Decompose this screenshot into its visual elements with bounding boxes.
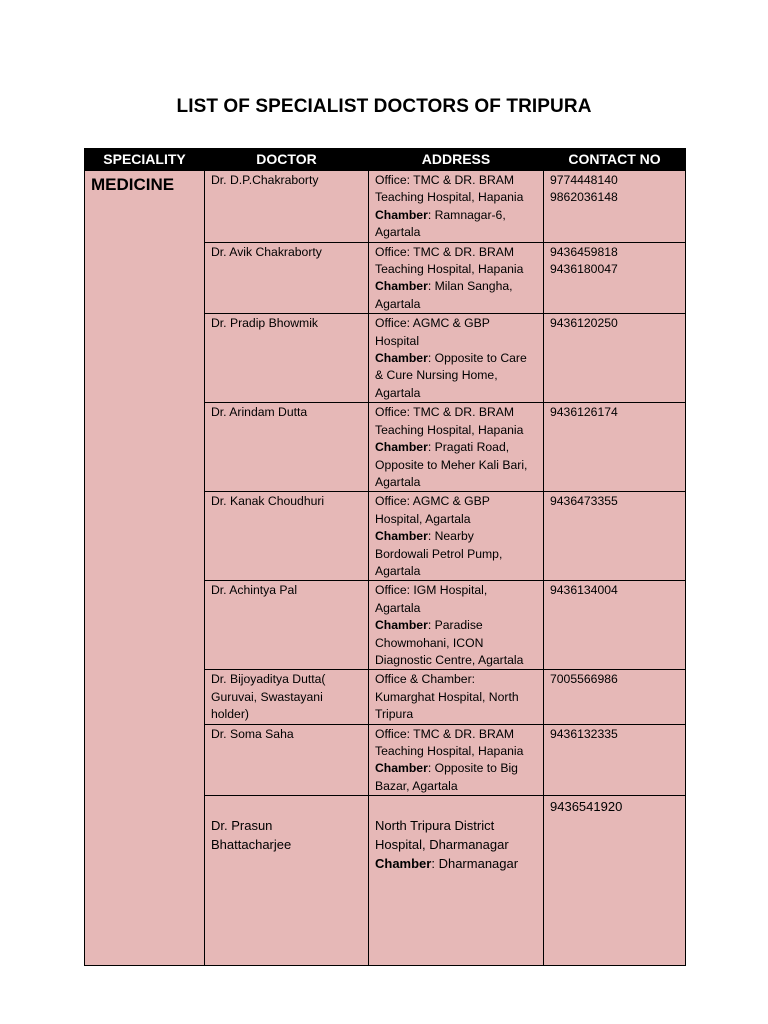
doctor-name-line: Dr. Avik Chakraborty (211, 244, 322, 259)
doctor-name-cell (205, 581, 369, 670)
doctor-name-line: Dr. Achintya Pal (211, 583, 298, 598)
office-line: Teaching Hospital, Hapania (375, 744, 524, 758)
doctor-name-cell (205, 492, 369, 581)
chamber-line (375, 617, 538, 634)
doctor-name-line: Dr. Bijoyaditya Dutta( (211, 672, 326, 687)
office-line: Teaching Hospital, Hapania (375, 422, 524, 437)
table-header-row (85, 149, 686, 171)
contact-cell (544, 492, 686, 581)
office-line: Tripura (375, 707, 414, 722)
chamber-text: Diagnostic Centre, Agartala (375, 652, 524, 667)
chamber-text: Bordowali Petrol Pump, (375, 546, 503, 561)
contact-cell (544, 314, 686, 403)
header-speciality: SPECIALITY (85, 149, 205, 171)
office-line: Kumarghat Hospital, North (375, 689, 519, 704)
chamber-line (375, 385, 538, 402)
contact-cell (544, 724, 686, 796)
chamber-label: Chamber (375, 761, 428, 776)
chamber-line (375, 224, 538, 241)
office-line: North Tripura District (375, 818, 495, 834)
contact-number: 9436473355 (550, 494, 618, 509)
office-line: Hospital, Dharmanagar (375, 837, 509, 853)
chamber-text: : Opposite to Care (427, 351, 527, 366)
office-line: Office: TMC & DR. BRAM (375, 173, 515, 187)
contact-number: 9436126174 (550, 405, 618, 420)
chamber-line (375, 457, 538, 474)
chamber-text: : Dharmanagar (431, 856, 519, 872)
address-cell (369, 796, 544, 966)
chamber-text: : Opposite to Big (427, 761, 518, 776)
chamber-text: Opposite to Meher Kali Bari, (375, 457, 528, 472)
address-cell (369, 242, 544, 314)
doctor-name-line: Dr. D.P.Chakraborty (211, 173, 319, 187)
doctor-name-line: Bhattacharjee (211, 837, 292, 853)
chamber-label: Chamber (375, 856, 432, 872)
chamber-text: : Milan Sangha, (427, 279, 513, 294)
contact-cell (544, 171, 686, 243)
doctor-name-line: Dr. Kanak Choudhuri (211, 494, 325, 509)
doctor-name-cell (205, 171, 369, 243)
doctor-name-line: Dr. Prasun (211, 818, 273, 834)
chamber-text: : Pragati Road, (427, 440, 510, 455)
chamber-text: Bazar, Agartala (375, 778, 458, 793)
contact-number: 9436459818 (550, 244, 618, 259)
office-line: Office: IGM Hospital, (375, 583, 488, 598)
office-line: Office & Chamber: (375, 672, 476, 687)
office-line: Hospital, Agartala (375, 511, 471, 526)
address-cell (369, 581, 544, 670)
chamber-text: : Ramnagar-6, (427, 207, 506, 222)
chamber-line (375, 439, 538, 456)
chamber-line (375, 367, 538, 384)
chamber-text: : Nearby (427, 529, 474, 544)
contact-number: 9436541920 (550, 799, 623, 815)
doctor-name-line: Guruvai, Swastayani (211, 689, 323, 704)
contact-number: 9862036148 (550, 190, 618, 205)
chamber-text: Chowmohani, ICON (375, 635, 484, 650)
chamber-line (375, 207, 538, 224)
doctor-name-line: Dr. Arindam Dutta (211, 405, 308, 420)
header-contact: CONTACT NO (544, 149, 686, 171)
chamber-label: Chamber (375, 351, 428, 366)
chamber-line (375, 546, 538, 563)
doctor-name-cell (205, 724, 369, 796)
contact-number: 9436134004 (550, 583, 618, 598)
chamber-line (375, 350, 538, 367)
page-title: LIST OF SPECIALIST DOCTORS OF TRIPURA (176, 96, 592, 117)
contact-number: 9436180047 (550, 262, 618, 277)
chamber-label: Chamber (375, 529, 428, 544)
contact-cell (544, 796, 686, 966)
doctor-name-line: holder) (211, 707, 249, 722)
address-cell (369, 314, 544, 403)
chamber-line (375, 528, 538, 545)
address-cell (369, 403, 544, 492)
chamber-text: & Cure Nursing Home, (375, 368, 498, 383)
chamber-line (375, 474, 538, 491)
header-address: ADDRESS (369, 149, 544, 171)
table-row (85, 171, 686, 243)
contact-number: 9436120250 (550, 316, 618, 331)
chamber-text: Agartala (375, 225, 421, 240)
chamber-line (375, 563, 538, 580)
address-cell (369, 171, 544, 243)
contact-number: 9436132335 (550, 726, 618, 741)
office-line: Hospital (375, 333, 420, 348)
chamber-text: Agartala (375, 474, 421, 489)
contact-cell (544, 670, 686, 724)
chamber-label: Chamber (375, 440, 428, 455)
doctor-name-line: Dr. Soma Saha (211, 726, 294, 741)
doctor-name-cell (205, 403, 369, 492)
office-line: Office: TMC & DR. BRAM (375, 726, 515, 741)
doctor-name-cell (205, 242, 369, 314)
contact-number: 9774448140 (550, 173, 618, 187)
chamber-line (375, 778, 538, 795)
contact-number: 7005566986 (550, 672, 618, 687)
contact-cell (544, 242, 686, 314)
office-line: Teaching Hospital, Hapania (375, 190, 524, 205)
contact-cell (544, 581, 686, 670)
office-line: Office: TMC & DR. BRAM (375, 244, 515, 259)
chamber-line (375, 296, 538, 313)
header-doctor: DOCTOR (205, 149, 369, 171)
office-line: Agartala (375, 600, 421, 615)
office-line: Teaching Hospital, Hapania (375, 262, 524, 277)
office-line: Office: AGMC & GBP (375, 316, 490, 331)
chamber-label: Chamber (375, 618, 428, 633)
chamber-line (375, 854, 538, 873)
chamber-label: Chamber (375, 207, 428, 222)
doctor-name-line: Dr. Pradip Bhowmik (211, 316, 319, 331)
doctor-name-cell (205, 796, 369, 966)
contact-cell (544, 403, 686, 492)
doctor-name-cell (205, 670, 369, 724)
address-cell (369, 724, 544, 796)
address-cell (369, 492, 544, 581)
office-line: Office: TMC & DR. BRAM (375, 405, 515, 420)
chamber-line (375, 652, 538, 669)
doctors-table (84, 148, 686, 966)
chamber-line (375, 278, 538, 295)
speciality-cell: MEDICINE (85, 171, 205, 966)
chamber-label: Chamber (375, 279, 428, 294)
chamber-text: Agartala (375, 563, 421, 578)
chamber-line (375, 760, 538, 777)
chamber-text: : Paradise (427, 618, 483, 633)
chamber-text: Agartala (375, 385, 421, 400)
chamber-text: Agartala (375, 296, 421, 311)
address-cell (369, 670, 544, 724)
doctor-name-cell (205, 314, 369, 403)
chamber-line (375, 635, 538, 652)
office-line: Office: AGMC & GBP (375, 494, 490, 509)
